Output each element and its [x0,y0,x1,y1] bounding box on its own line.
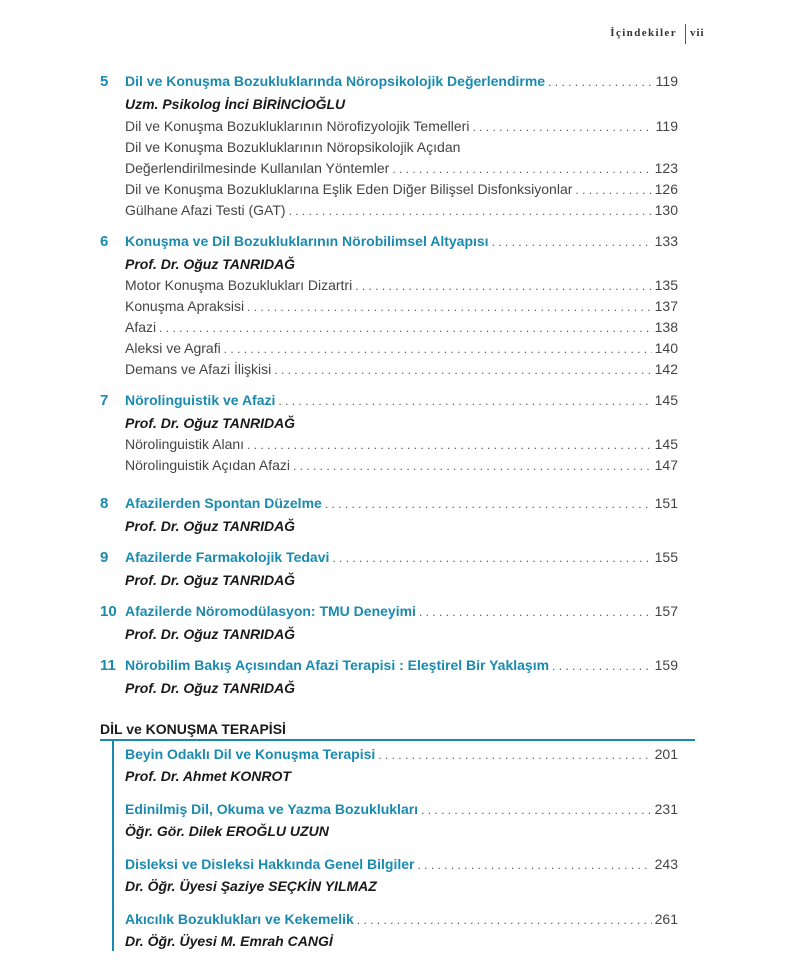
toc-entry-chapter-title[interactable] [125,746,678,766]
page-ref: 130 [654,202,678,218]
chapter-author: Prof. Dr. Ahmet KONROT [125,768,291,784]
toc-entry-chapter-title[interactable] [125,233,678,253]
chapter-author: Dr. Öğr. Üyesi Şaziye SEÇKİN YILMAZ [125,878,377,894]
running-header-title: İçindekiler [610,27,677,39]
chapter-title: Dil ve Konuşma Bozukluklarında Nöropsikolojik Değerlendirme [125,73,546,89]
dot-leader [417,858,651,872]
toc-entry-section[interactable] [125,202,678,222]
dot-leader [247,438,652,452]
page-number: vii [690,27,705,39]
page-ref: 157 [654,603,678,619]
dot-leader [492,235,652,249]
page-ref: 231 [654,801,678,817]
page-ref: 151 [654,495,678,511]
toc-entry-chapter-title[interactable] [125,392,678,412]
section-title: Değerlendirilmesinde Kullanılan Yöntemler [125,160,390,176]
dot-leader [247,300,652,314]
dot-leader [355,279,651,293]
toc-entry-section[interactable] [125,361,678,381]
chapter-author: Prof. Dr. Oğuz TANRIDAĞ [125,518,296,534]
chapter-number: 6 [100,233,109,250]
chapter-number: 8 [100,495,109,512]
toc-entry-chapter-title[interactable] [125,603,678,623]
chapter-title: Edinilmiş Dil, Okuma ve Yazma Bozuklukları [125,801,419,817]
section-title: Nörolinguistik Alanı [125,436,245,452]
toc-entry-chapter-title[interactable] [125,549,678,569]
chapter-number: 10 [100,603,117,620]
toc-entry-chapter-title[interactable] [125,856,678,876]
toc-entry-section[interactable] [125,298,678,318]
dot-leader [421,803,652,817]
chapter-author: Prof. Dr. Oğuz TANRIDAĞ [125,572,296,588]
section-title: Aleksi ve Agrafi [125,340,221,356]
page-ref: 147 [654,457,678,473]
toc-entry-section[interactable] [125,436,678,456]
dot-leader [278,394,651,408]
chapter-title: Konuşma ve Dil Bozukluklarının Nörobilimsel Altyapısı [125,233,489,249]
toc-entry-section[interactable] [125,277,678,297]
page-ref: 119 [655,118,678,134]
part-heading: DİL ve KONUŞMA TERAPİSİ [100,721,286,737]
section-title: Afazi [125,319,157,335]
chapter-title: Beyin Odaklı Dil ve Konuşma Terapisi [125,746,376,762]
toc-entry-section[interactable] [125,319,678,339]
chapter-author: Uzm. Psikolog İnci BİRİNCİOĞLU [125,96,346,112]
part-side-bar [112,741,114,951]
section-title: Motor Konuşma Bozuklukları Dizartri [125,277,353,293]
page-ref: 137 [654,298,678,314]
chapter-title: Afazilerde Farmakolojik Tedavi [125,549,330,565]
section-title: Demans ve Afazi İlişkisi [125,361,272,377]
page-ref: 133 [654,233,678,249]
section-title: Nörolinguistik Açıdan Afazi [125,457,290,473]
page-ref: 126 [654,181,678,197]
dot-leader [293,459,652,473]
page-ref: 243 [654,856,678,872]
chapter-author: Prof. Dr. Oğuz TANRIDAĞ [125,680,296,696]
toc-entry-chapter-title[interactable] [125,911,678,931]
running-header-divider [685,24,686,44]
dot-leader [419,605,652,619]
page-ref: 142 [654,361,678,377]
chapter-number: 11 [100,657,116,674]
page-ref: 140 [654,340,678,356]
toc-entry-section[interactable] [125,160,678,180]
dot-leader [552,659,652,673]
dot-leader [159,321,652,335]
dot-leader [472,120,652,134]
section-title: Dil ve Konuşma Bozukluklarına Eşlik Eden Diğer Bilişsel Disfonksiyonlar [125,181,573,197]
toc-entry-section[interactable] [125,118,678,138]
page-ref: 201 [654,746,678,762]
page-ref: 145 [654,436,678,452]
toc-entry-section[interactable] [125,340,678,360]
page-ref: 261 [654,911,678,927]
dot-leader [332,551,651,565]
dot-leader [575,183,651,197]
dot-leader [392,162,651,176]
page-ref: 135 [654,277,678,293]
toc-entry-chapter-title[interactable] [125,801,678,821]
toc-entry-chapter-title[interactable] [125,495,678,515]
page-ref: 155 [654,549,678,565]
chapter-title: Nörobilim Bakış Açısından Afazi Terapisi : Eleştirel Bir Yaklaşım [125,657,550,673]
page-ref: 123 [654,160,678,176]
section-title: Konuşma Apraksisi [125,298,245,314]
chapter-title: Afazilerde Nöromodülasyon: TMU Deneyimi [125,603,416,619]
page-ref: 145 [654,392,678,408]
section-title-line: Dil ve Konuşma Bozukluklarının Nöropsikolojik Açıdan [125,139,461,155]
section-title: Dil ve Konuşma Bozukluklarının Nörofizyolojik Temelleri [125,118,470,134]
chapter-number: 5 [100,73,109,90]
chapter-title: Akıcılık Bozuklukları ve Kekemelik [125,911,354,927]
dot-leader [378,748,651,762]
chapter-author: Dr. Öğr. Üyesi M. Emrah CANGİ [125,933,333,949]
chapter-author: Prof. Dr. Oğuz TANRIDAĞ [125,626,296,642]
chapter-title: Disleksi ve Disleksi Hakkında Genel Bilgiler [125,856,415,872]
toc-entry-section[interactable] [125,457,678,477]
dot-leader [289,204,652,218]
chapter-number: 7 [100,392,109,409]
toc-entry-section[interactable] [125,181,678,201]
dot-leader [274,363,651,377]
part-heading-rule [100,739,695,741]
dot-leader [548,75,653,89]
chapter-author: Prof. Dr. Oğuz TANRIDAĞ [125,256,296,272]
section-title: Gülhane Afazi Testi (GAT) [125,202,286,218]
chapter-author: Prof. Dr. Oğuz TANRIDAĞ [125,415,296,431]
dot-leader [357,913,652,927]
toc-entry-chapter-title[interactable] [125,73,678,93]
chapter-number: 9 [100,549,109,566]
dot-leader [325,497,652,511]
page-ref: 138 [654,319,678,335]
chapter-author: Öğr. Gör. Dilek EROĞLU UZUN [125,823,329,839]
page-ref: 119 [655,73,678,89]
page-ref: 159 [654,657,678,673]
chapter-title: Afazilerden Spontan Düzelme [125,495,322,511]
chapter-title: Nörolinguistik ve Afazi [125,392,276,408]
toc-entry-chapter-title[interactable] [125,657,678,677]
dot-leader [224,342,652,356]
